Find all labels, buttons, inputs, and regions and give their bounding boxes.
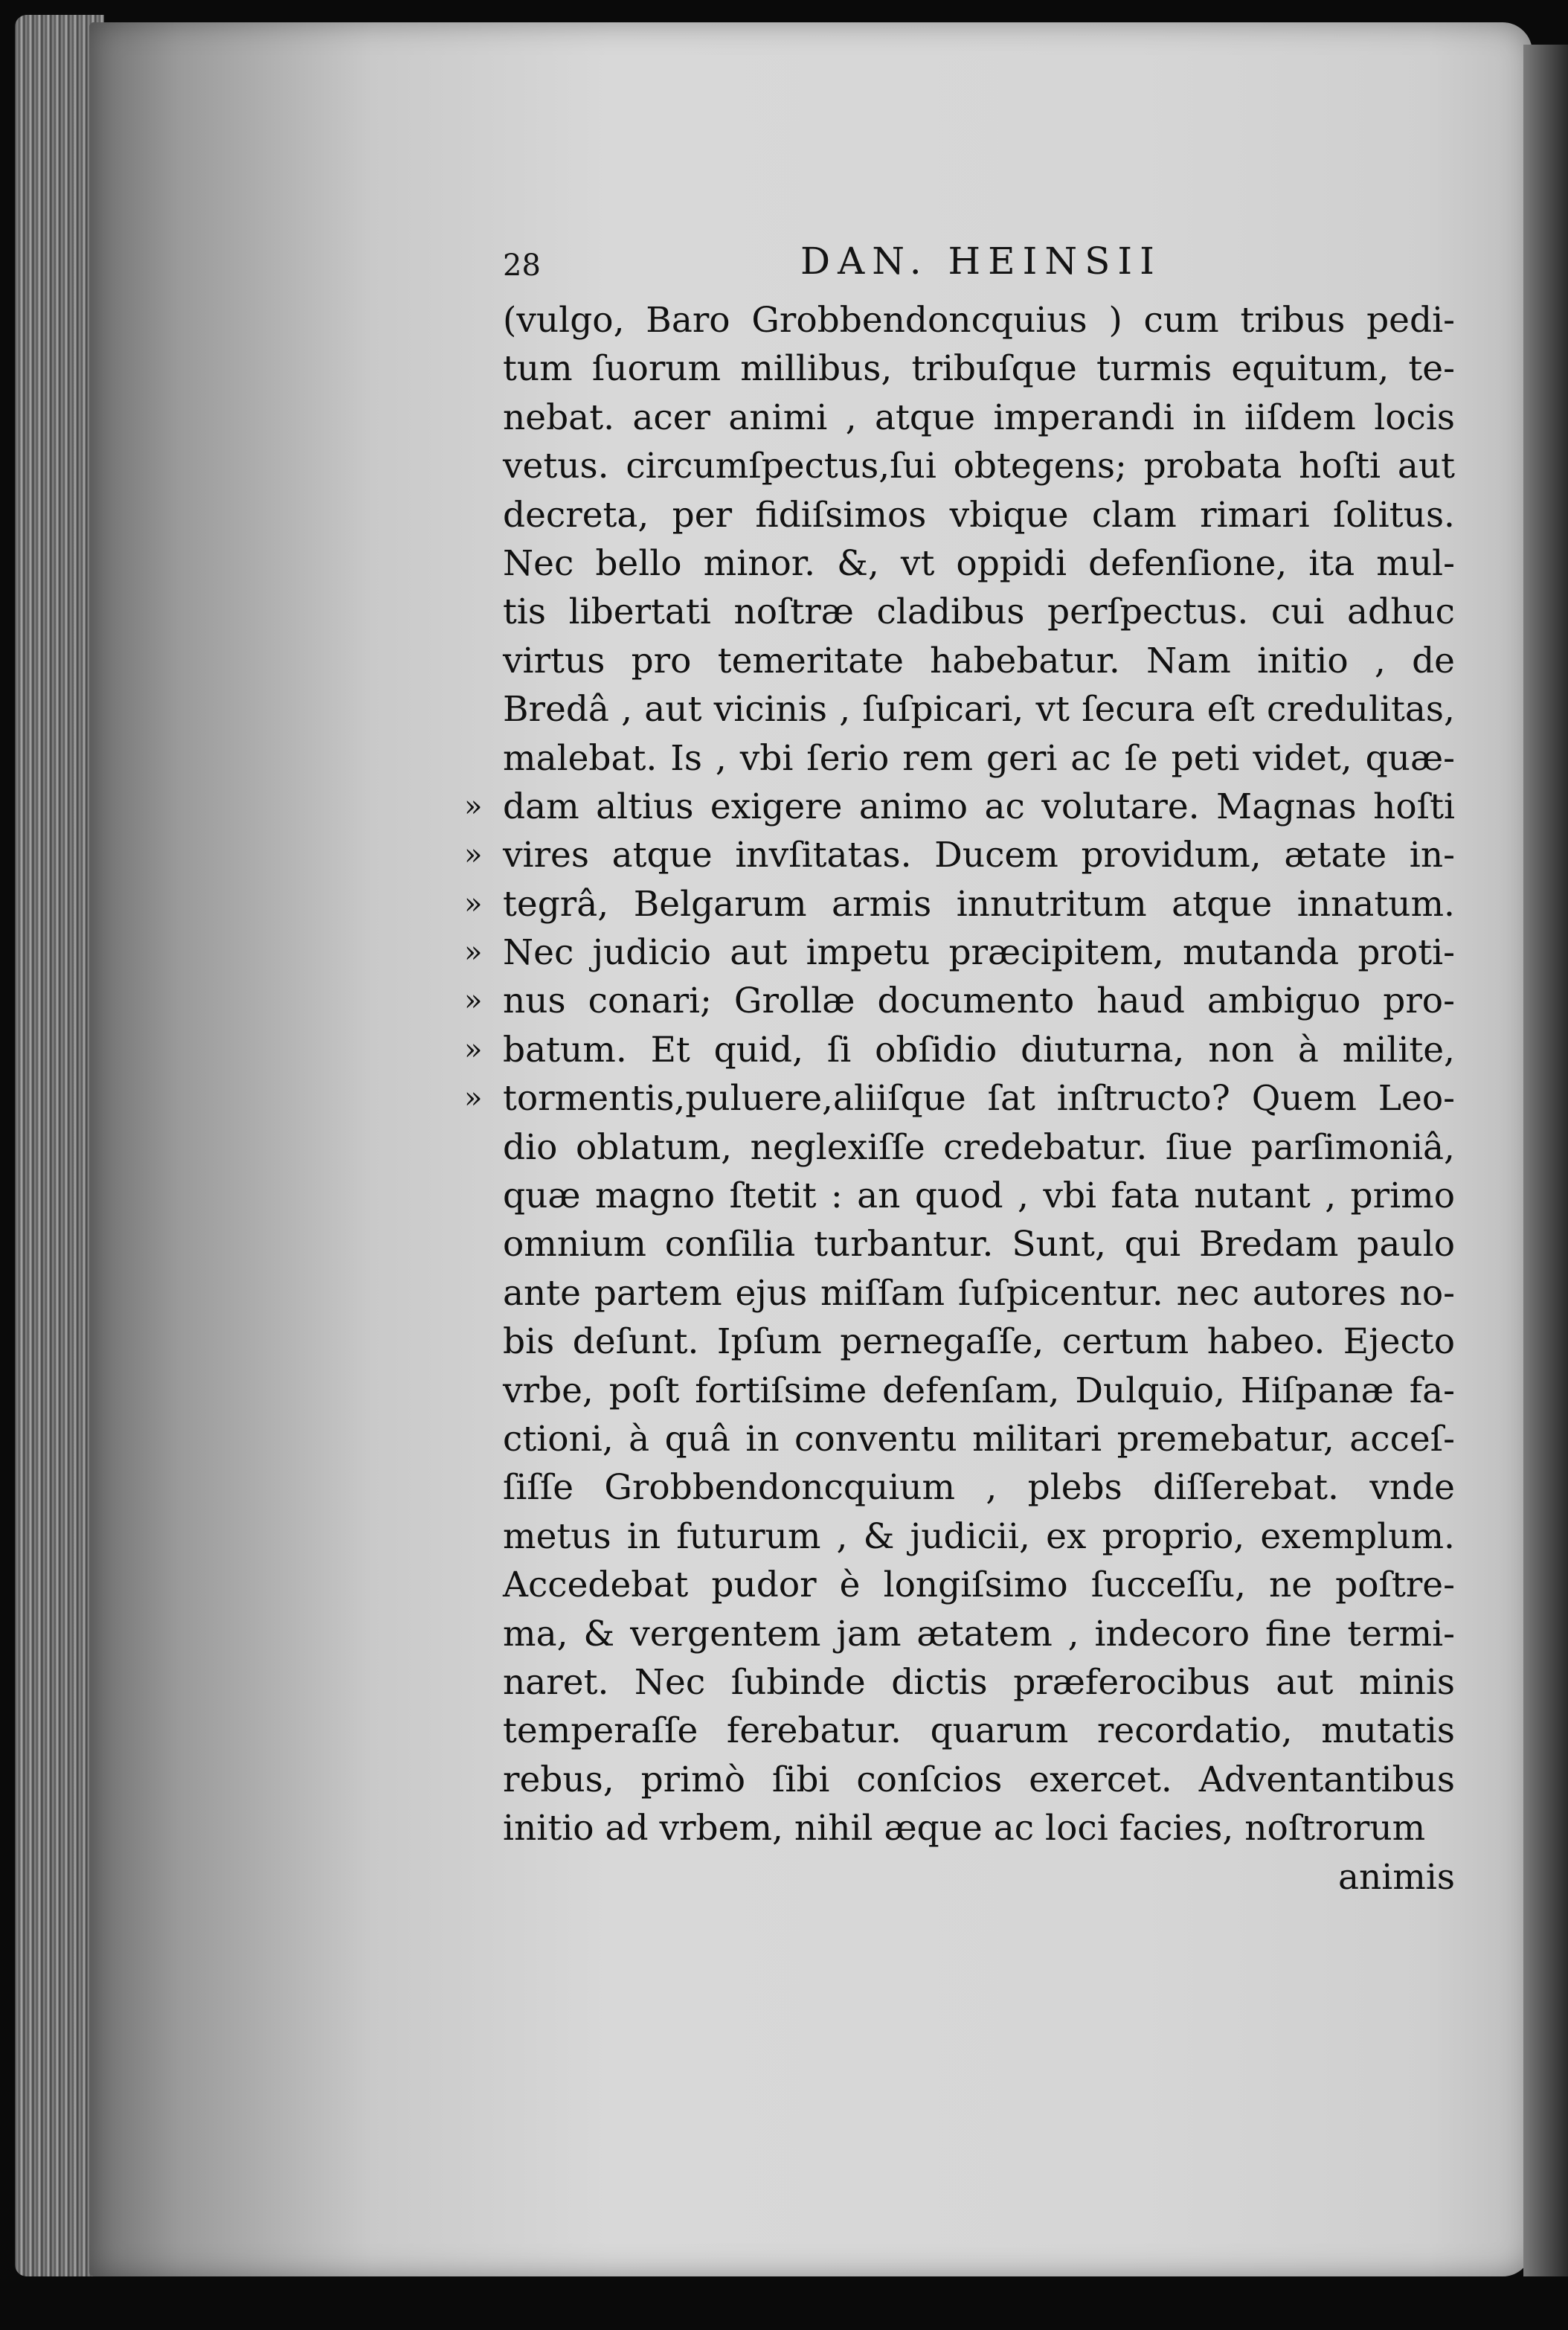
body-text <box>464 296 1455 1901</box>
text-line <box>503 588 1455 636</box>
line-text: tegrâ, Belgarum armis innutritum atque innatum. <box>503 883 1455 925</box>
line-text: ante partem ejus miſſam ſuſpicentur. nec autores no- <box>503 1272 1455 1314</box>
text-line <box>464 977 1455 1025</box>
text-line <box>464 880 1455 928</box>
text-line <box>464 928 1455 977</box>
line-text: rebus, primò ſibi conſcios exercet. Adventantibus <box>503 1759 1455 1800</box>
line-text: (vulgo, Baro Grobbendoncquius ) cum tribus pedi- <box>503 300 1455 341</box>
marginal-quote-mark: » <box>464 789 483 824</box>
text-line <box>503 491 1455 539</box>
line-text: tormentis,puluere,aliiſque ſat inſtructo? Quem Leo- <box>503 1078 1455 1120</box>
text-line <box>503 539 1455 588</box>
line-text: Accedebat pudor è longiſsimo ſucceſſu, ne poſtre- <box>503 1564 1455 1606</box>
text-line <box>503 1561 1455 1609</box>
text-line <box>503 394 1455 442</box>
text-line <box>503 344 1455 393</box>
line-text: Bredâ , aut vicinis , ſuſpicari, vt ſecura eſt credulitas, <box>503 689 1455 731</box>
page-header <box>503 240 1455 292</box>
line-text: vetus. circumſpectus,ſui obtegens; probata hoſti aut <box>503 446 1455 487</box>
line-text: ctioni, à quâ in conventu militari premebatur, acceſ- <box>503 1418 1455 1460</box>
text-line <box>503 1123 1455 1172</box>
text-line <box>503 1269 1455 1318</box>
marginal-quote-mark: » <box>464 838 483 873</box>
marginal-quote-mark: » <box>464 1081 483 1116</box>
line-text: initio ad vrbem, nihil æque ac loci facies, noſtrorum <box>503 1808 1426 1849</box>
text-line <box>503 296 1455 344</box>
line-text: tis libertati noſtræ cladibus perſpectus. cui adhuc <box>503 591 1455 633</box>
line-text: tum ſuorum millibus, tribuſque turmis equitum, te- <box>503 348 1455 390</box>
line-text: naret. Nec ſubinde dictis præferocibus aut minis <box>503 1661 1455 1703</box>
text-line <box>503 1512 1455 1561</box>
right-page-edge <box>1523 45 1568 2276</box>
line-text: bis deſunt. Ipſum pernegaſſe, certum habeo. Ejecto <box>503 1321 1455 1363</box>
line-text: nebat. acer animi , atque imperandi in iiſdem locis <box>503 397 1455 438</box>
catchword: animis <box>1337 1856 1455 1898</box>
line-text: metus in futurum , & judicii, ex proprio, exemplum. <box>503 1515 1455 1557</box>
running-head: DAN. HEINSII <box>800 240 1162 283</box>
text-line <box>503 1220 1455 1268</box>
text-line <box>503 1756 1455 1804</box>
line-text: batum. Et quid, ſi obſidio diuturna, non à milite, <box>503 1029 1455 1071</box>
marginal-quote-mark: » <box>464 886 483 921</box>
line-text: dio oblatum, neglexiſſe credebatur. ſiue parſimoniâ, <box>503 1126 1455 1168</box>
line-text: decreta, per fidiſsimos vbique clam rimari ſolitus. <box>503 494 1455 536</box>
text-line <box>464 1026 1455 1074</box>
text-line <box>503 734 1455 783</box>
text-line <box>503 1415 1455 1463</box>
marginal-quote-mark: » <box>464 935 483 970</box>
line-text: vrbe, poſt fortiſsime defenſam, Dulquio, Hiſpanæ fa- <box>503 1370 1455 1411</box>
line-text: nus conari; Grollæ documento haud ambiguo pro- <box>503 981 1455 1022</box>
line-text: Nec judicio aut impetu præcipitem, mutanda proti- <box>503 932 1455 974</box>
line-text: virtus pro temeritate habebatur. Nam initio , de <box>503 640 1455 681</box>
line-text: omnium conſilia turbantur. Sunt, qui Bredam paulo <box>503 1224 1455 1265</box>
text-line <box>503 637 1455 685</box>
text-line <box>503 1172 1455 1220</box>
text-line <box>464 1074 1455 1123</box>
text-line <box>503 1318 1455 1366</box>
line-text: dam altius exigere animo ac volutare. Magnas hoſti <box>503 786 1455 827</box>
line-text: vires atque invſitatas. Ducem providum, ætate in- <box>503 835 1455 876</box>
text-line <box>464 831 1455 879</box>
text-line <box>503 1707 1455 1755</box>
marginal-quote-mark: » <box>464 983 483 1018</box>
line-text: ma, & vergentem jam ætatem , indecoro fine termi- <box>503 1613 1455 1655</box>
line-text: malebat. Is , vbi ſerio rem geri ac ſe peti videt, quæ- <box>503 737 1455 779</box>
text-line <box>503 1658 1455 1707</box>
line-text: ſiſſe Grobbendoncquium , plebs diſſerebat. vnde <box>503 1467 1455 1509</box>
text-line <box>503 1367 1455 1415</box>
text-line <box>503 685 1455 734</box>
line-text: temperaſſe ferebatur. quarum recordatio, mutatis <box>503 1710 1455 1752</box>
line-text: quæ magno ſtetit : an quod , vbi fata nutant , primo <box>503 1175 1455 1217</box>
line-text: Nec bello minor. &, vt oppidi defenſione, ita mul- <box>503 542 1455 584</box>
text-line <box>464 783 1455 831</box>
text-line <box>503 442 1455 490</box>
text-line <box>503 1804 1455 1852</box>
page-number: 28 <box>503 248 541 283</box>
text-line <box>503 1463 1455 1512</box>
text-line <box>503 1610 1455 1658</box>
marginal-quote-mark: » <box>464 1032 483 1067</box>
